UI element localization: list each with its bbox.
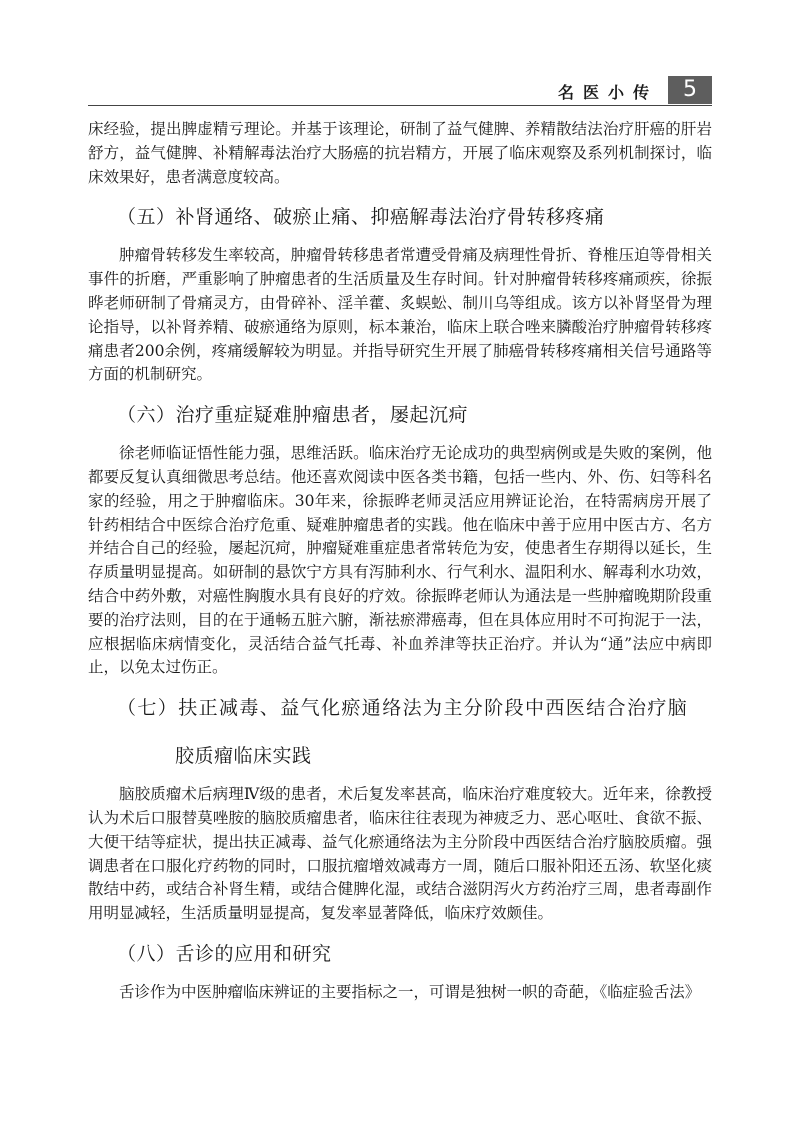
section-heading-7-continued: 胶质瘤临床实践 bbox=[175, 745, 312, 768]
section-heading-5: （五）补肾通络、破瘀止痛、抑癌解毒法治疗骨转移疼痛 bbox=[117, 206, 605, 229]
section-heading-6: （六）治疗重症疑难肿瘤患者，屡起沉疴 bbox=[117, 404, 469, 427]
paragraph-continued: 床经验，提出脾虚精亏理论。并基于该理论，研制了益气健脾、养精散结法治疗肝癌的肝岩舒方，益气健脾、补精解毒法治疗大肠癌的抗岩精方，开展了临床观察及系列机制探讨，临床效果好，患者满意度较高。 bbox=[88, 120, 712, 186]
running-header-title: 名医小传 bbox=[557, 83, 658, 102]
page-header bbox=[0, 76, 800, 106]
paragraph-difficult-cases: 徐老师临证悟性能力强，思维活跃。临床治疗无论成功的典型病例或是失败的案例，他都要反复认真细微思考总结。他还喜欢阅读中医各类书籍，包括一些内、外、伤、妇等科名家的经验，用之于肿瘤临床。30年来，徐振晔老师灵活应用辨证论治，在特需病房开展了针药相结合中医综合治疗危重、疑难肿瘤患者的实践。他在临床中善于应用中医古方、名方并结合自己的经验，屡起沉疴，肿瘤疑难重症患者常转危为安，使患者生存期得以延长，生存质量明显提高。如研制的悬饮宁方具有泻肺利水、行气利水、温阳利水、解毒利水功效，结合中药外敷，对癌性胸腹水具有良好的疗效。徐振晔老师认为通法是一些肿瘤晚期阶段重要的治疗法则，目的在于通畅五脏六腑，渐祛瘀滞癌毒，但在具体应用时不可拘泥于一法，应根据临床病情变化，灵活结合益气托毒、补血养津等扶正治疗。并认为“通”法应中病即止，以免太过伤正。 bbox=[88, 444, 712, 677]
paragraph-bone-metastasis: 肿瘤骨转移发生率较高，肿瘤骨转移患者常遭受骨痛及病理性骨折、脊椎压迫等骨相关事件的折磨，严重影响了肿瘤患者的生活质量及生存时间。针对肿瘤骨转移疼痛顽疾，徐振晔老师研制了骨痛灵方，由骨碎补、淫羊藿、炙蜈蚣、制川乌等组成。该方以补肾坚骨为理论指导，以补肾养精、破瘀通络为原则，标本兼治，临床上联合唑来膦酸治疗肿瘤骨转移疼痛患者200余例，疼痛缓解较为明显。并指导研究生开展了肺癌骨转移疼痛相关信号通路等方面的机制研究。 bbox=[88, 246, 712, 384]
header-rule bbox=[88, 105, 712, 106]
page-body bbox=[88, 118, 712, 1005]
section-heading-7: （七）扶正减毒、益气化瘀通络法为主分阶段中西医结合治疗脑 bbox=[117, 697, 689, 720]
section-heading-8: （八）舌诊的应用和研究 bbox=[117, 942, 332, 965]
page-number: 5 bbox=[668, 76, 712, 104]
paragraph-glioma: 脑胶质瘤术后病理Ⅳ级的患者，术后复发率甚高，临床治疗难度较大。近年来，徐教授认为术后口服替莫唑胺的脑胶质瘤患者，临床往往表现为神疲乏力、恶心呕吐、食欲不振、大便干结等症状，提出扶正减毒、益气化瘀通络法为主分阶段中西医结合治疗脑胶质瘤。强调患者在口服化疗药物的同时，口服抗瘤增效减毒方一周，随后口服补阳还五汤、软坚化痰散结中药，或结合补肾生精，或结合健脾化湿，或结合滋阴泻火方药治疗三周，患者毒副作用明显减轻，生活质量明显提高，复发率显著降低，临床疗效颇佳。 bbox=[88, 785, 712, 923]
paragraph-tongue-diagnosis: 舌诊作为中医肿瘤临床辨证的主要指标之一，可谓是独树一帜的奇葩，《临症验舌法》 bbox=[119, 982, 701, 1001]
